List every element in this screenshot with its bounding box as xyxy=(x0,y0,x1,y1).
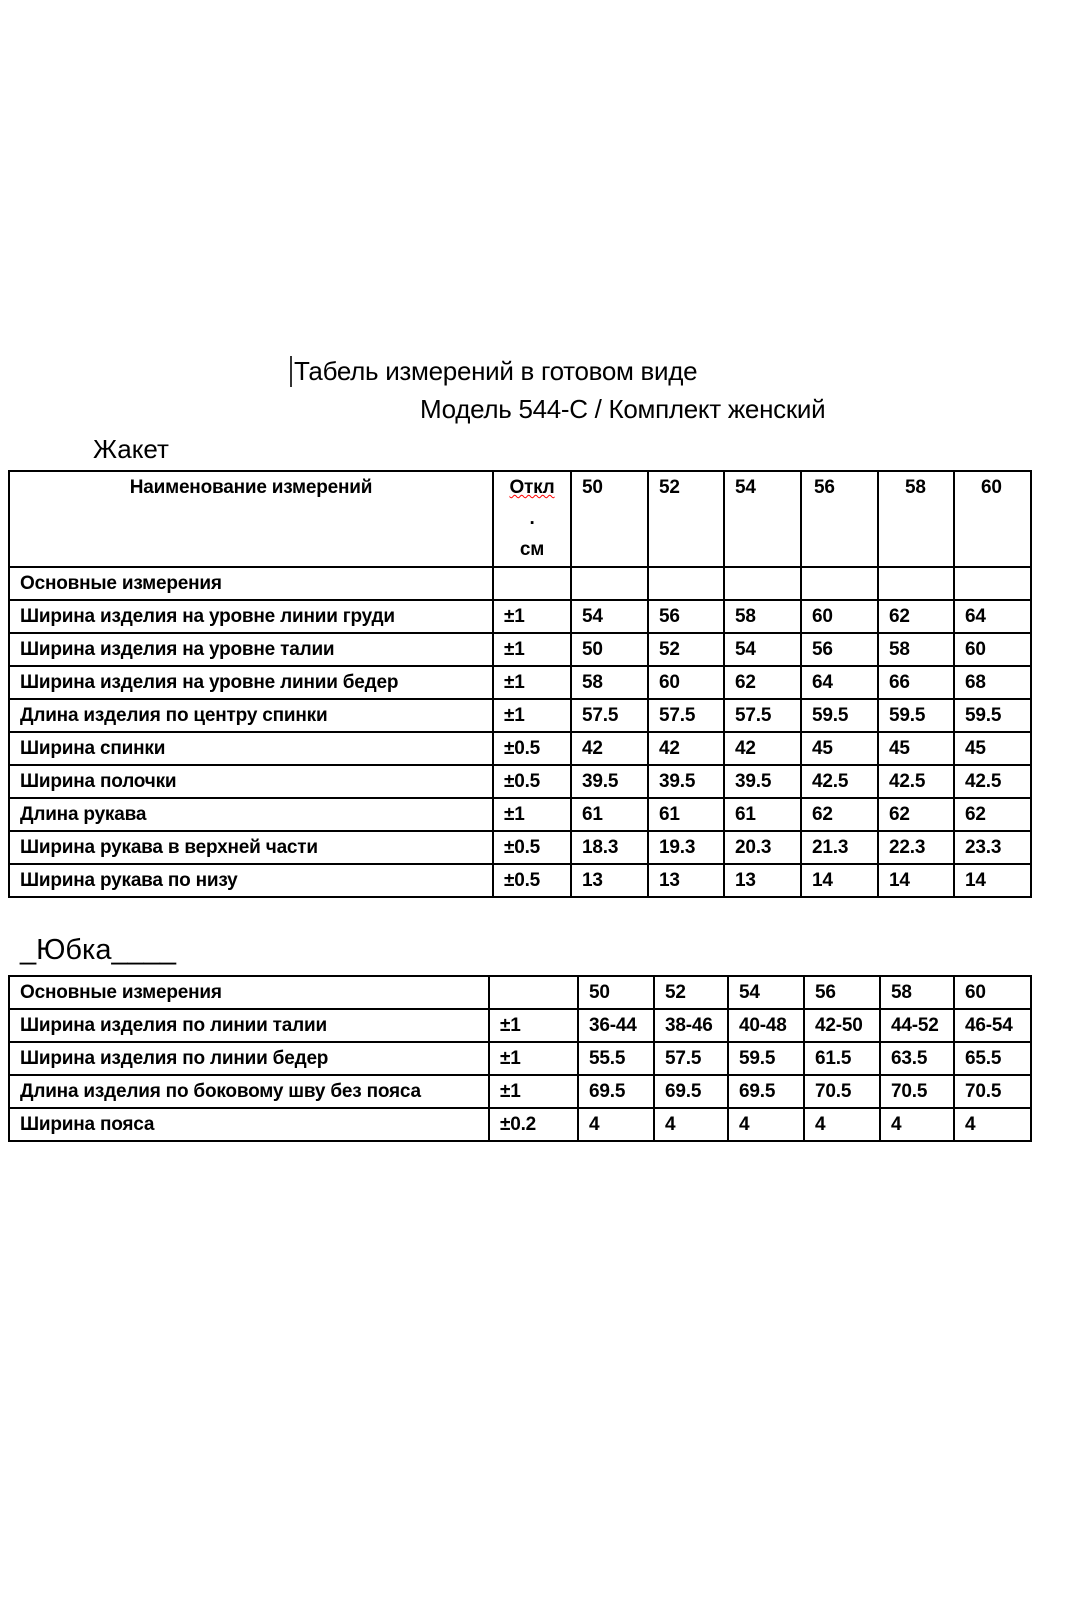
deviation-label: Откл xyxy=(509,477,555,498)
size-value: 60 xyxy=(954,633,1031,666)
size-value: 62 xyxy=(954,798,1031,831)
size-value: 19.3 xyxy=(648,831,724,864)
table-row xyxy=(9,1075,1031,1108)
skirt-heading: _Юбка____ xyxy=(20,934,177,966)
deviation: ±0.2 xyxy=(489,1108,578,1141)
size-value: 64 xyxy=(801,666,878,699)
size-value: 57.5 xyxy=(654,1042,728,1075)
size-58: 58 xyxy=(880,976,954,1009)
section-row xyxy=(9,567,1031,600)
header-row xyxy=(9,471,1031,567)
size-value: 62 xyxy=(801,798,878,831)
size-52: 52 xyxy=(654,976,728,1009)
size-value: 54 xyxy=(571,600,648,633)
size-value: 14 xyxy=(801,864,878,897)
table-row xyxy=(9,864,1031,897)
measurement-name: Ширина спинки xyxy=(9,732,493,765)
header-row xyxy=(9,976,1031,1009)
size-value: 45 xyxy=(878,732,954,765)
header-name: Основные измерения xyxy=(9,976,489,1009)
deviation-unit: см xyxy=(519,539,545,560)
size-value: 64 xyxy=(954,600,1031,633)
size-value: 45 xyxy=(954,732,1031,765)
measurement-name: Ширина рукава по низу xyxy=(9,864,493,897)
size-value: 50 xyxy=(571,633,648,666)
measurement-name: Ширина изделия на уровне талии xyxy=(9,633,493,666)
size-value: 70.5 xyxy=(954,1075,1031,1108)
size-50: 50 xyxy=(578,976,654,1009)
size-56: 56 xyxy=(804,976,880,1009)
size-value: 45 xyxy=(801,732,878,765)
model-subtitle: Модель 544-С / Комплект женский xyxy=(420,394,826,424)
size-value: 36-44 xyxy=(578,1009,654,1042)
size-value: 42.5 xyxy=(878,765,954,798)
size-value: 58 xyxy=(724,600,801,633)
size-value: 69.5 xyxy=(654,1075,728,1108)
jacket-heading: Жакет xyxy=(93,434,169,464)
deviation: ±1 xyxy=(493,633,571,666)
deviation: ±1 xyxy=(493,600,571,633)
size-value: 42.5 xyxy=(954,765,1031,798)
measurement-name: Ширина пояса xyxy=(9,1108,489,1141)
deviation: ±1 xyxy=(489,1042,578,1075)
size-value: 42 xyxy=(648,732,724,765)
size-value: 4 xyxy=(954,1108,1031,1141)
deviation: ±1 xyxy=(493,798,571,831)
size-value: 23.3 xyxy=(954,831,1031,864)
size-value: 21.3 xyxy=(801,831,878,864)
size-value: 39.5 xyxy=(724,765,801,798)
size-value: 61.5 xyxy=(804,1042,880,1075)
size-value: 59.5 xyxy=(954,699,1031,732)
table-row xyxy=(9,831,1031,864)
size-value: 4 xyxy=(880,1108,954,1141)
size-value: 70.5 xyxy=(880,1075,954,1108)
size-value: 18.3 xyxy=(571,831,648,864)
size-value: 55.5 xyxy=(578,1042,654,1075)
size-value: 59.5 xyxy=(801,699,878,732)
measurement-name: Ширина изделия по линии талии xyxy=(9,1009,489,1042)
size-value: 61 xyxy=(571,798,648,831)
size-value: 42 xyxy=(724,732,801,765)
table-row xyxy=(9,1108,1031,1141)
size-value: 62 xyxy=(724,666,801,699)
deviation: ±0.5 xyxy=(493,864,571,897)
size-value: 63.5 xyxy=(880,1042,954,1075)
size-value: 59.5 xyxy=(878,699,954,732)
size-value: 59.5 xyxy=(728,1042,804,1075)
skirt-table xyxy=(8,975,1032,1142)
size-value: 4 xyxy=(654,1108,728,1141)
size-value: 58 xyxy=(878,633,954,666)
size-54: 54 xyxy=(728,976,804,1009)
deviation: ±1 xyxy=(489,1009,578,1042)
table-row xyxy=(9,798,1031,831)
size-value: 57.5 xyxy=(571,699,648,732)
deviation: ±1 xyxy=(493,699,571,732)
size-58: 58 xyxy=(878,471,954,567)
size-value: 69.5 xyxy=(578,1075,654,1108)
table-row xyxy=(9,600,1031,633)
deviation-dot: . xyxy=(529,508,535,529)
size-value: 52 xyxy=(648,633,724,666)
size-value: 56 xyxy=(648,600,724,633)
size-value: 69.5 xyxy=(728,1075,804,1108)
deviation: ±0.5 xyxy=(493,732,571,765)
measurement-name: Длина изделия по центру спинки xyxy=(9,699,493,732)
section-label: Основные измерения xyxy=(9,567,493,600)
deviation: ±1 xyxy=(493,666,571,699)
size-value: 57.5 xyxy=(724,699,801,732)
size-value: 61 xyxy=(724,798,801,831)
size-value: 68 xyxy=(954,666,1031,699)
size-value: 46-54 xyxy=(954,1009,1031,1042)
size-value: 62 xyxy=(878,600,954,633)
size-value: 13 xyxy=(571,864,648,897)
size-value: 13 xyxy=(648,864,724,897)
deviation: ±0.5 xyxy=(493,831,571,864)
size-value: 58 xyxy=(571,666,648,699)
deviation: ±1 xyxy=(489,1075,578,1108)
size-50: 50 xyxy=(571,471,648,567)
document-title: Табель измерений в готовом виде xyxy=(290,356,697,387)
size-value: 4 xyxy=(578,1108,654,1141)
size-value: 56 xyxy=(801,633,878,666)
table-row xyxy=(9,699,1031,732)
measurement-name: Длина изделия по боковому шву без пояса xyxy=(9,1075,489,1108)
size-54: 54 xyxy=(724,471,801,567)
measurement-name: Ширина полочки xyxy=(9,765,493,798)
measurement-name: Длина рукава xyxy=(9,798,493,831)
size-52: 52 xyxy=(648,471,724,567)
table-row xyxy=(9,666,1031,699)
size-value: 40-48 xyxy=(728,1009,804,1042)
table-row xyxy=(9,1009,1031,1042)
measurement-name: Ширина рукава в верхней части xyxy=(9,831,493,864)
measurement-name: Ширина изделия на уровне линии бедер xyxy=(9,666,493,699)
table-row xyxy=(9,1042,1031,1075)
size-value: 42 xyxy=(571,732,648,765)
size-value: 20.3 xyxy=(724,831,801,864)
size-value: 22.3 xyxy=(878,831,954,864)
size-value: 60 xyxy=(801,600,878,633)
size-value: 61 xyxy=(648,798,724,831)
size-60: 60 xyxy=(954,471,1031,567)
size-value: 39.5 xyxy=(571,765,648,798)
size-value: 39.5 xyxy=(648,765,724,798)
size-value: 42.5 xyxy=(801,765,878,798)
size-value: 70.5 xyxy=(804,1075,880,1108)
size-value: 60 xyxy=(648,666,724,699)
measurement-name: Ширина изделия по линии бедер xyxy=(9,1042,489,1075)
size-value: 38-46 xyxy=(654,1009,728,1042)
size-value: 65.5 xyxy=(954,1042,1031,1075)
deviation: ±0.5 xyxy=(493,765,571,798)
size-value: 4 xyxy=(804,1108,880,1141)
size-value: 62 xyxy=(878,798,954,831)
table-row xyxy=(9,732,1031,765)
size-value: 57.5 xyxy=(648,699,724,732)
header-name: Наименование измерений xyxy=(9,471,493,567)
jacket-table xyxy=(8,470,1032,898)
measurement-name: Ширина изделия на уровне линии груди xyxy=(9,600,493,633)
size-value: 14 xyxy=(878,864,954,897)
header-deviation xyxy=(493,471,571,567)
size-value: 14 xyxy=(954,864,1031,897)
size-60: 60 xyxy=(954,976,1031,1009)
size-value: 44-52 xyxy=(880,1009,954,1042)
size-value: 66 xyxy=(878,666,954,699)
size-value: 42-50 xyxy=(804,1009,880,1042)
size-56: 56 xyxy=(801,471,878,567)
size-value: 4 xyxy=(728,1108,804,1141)
size-value: 13 xyxy=(724,864,801,897)
table-row xyxy=(9,633,1031,666)
table-row xyxy=(9,765,1031,798)
size-value: 54 xyxy=(724,633,801,666)
